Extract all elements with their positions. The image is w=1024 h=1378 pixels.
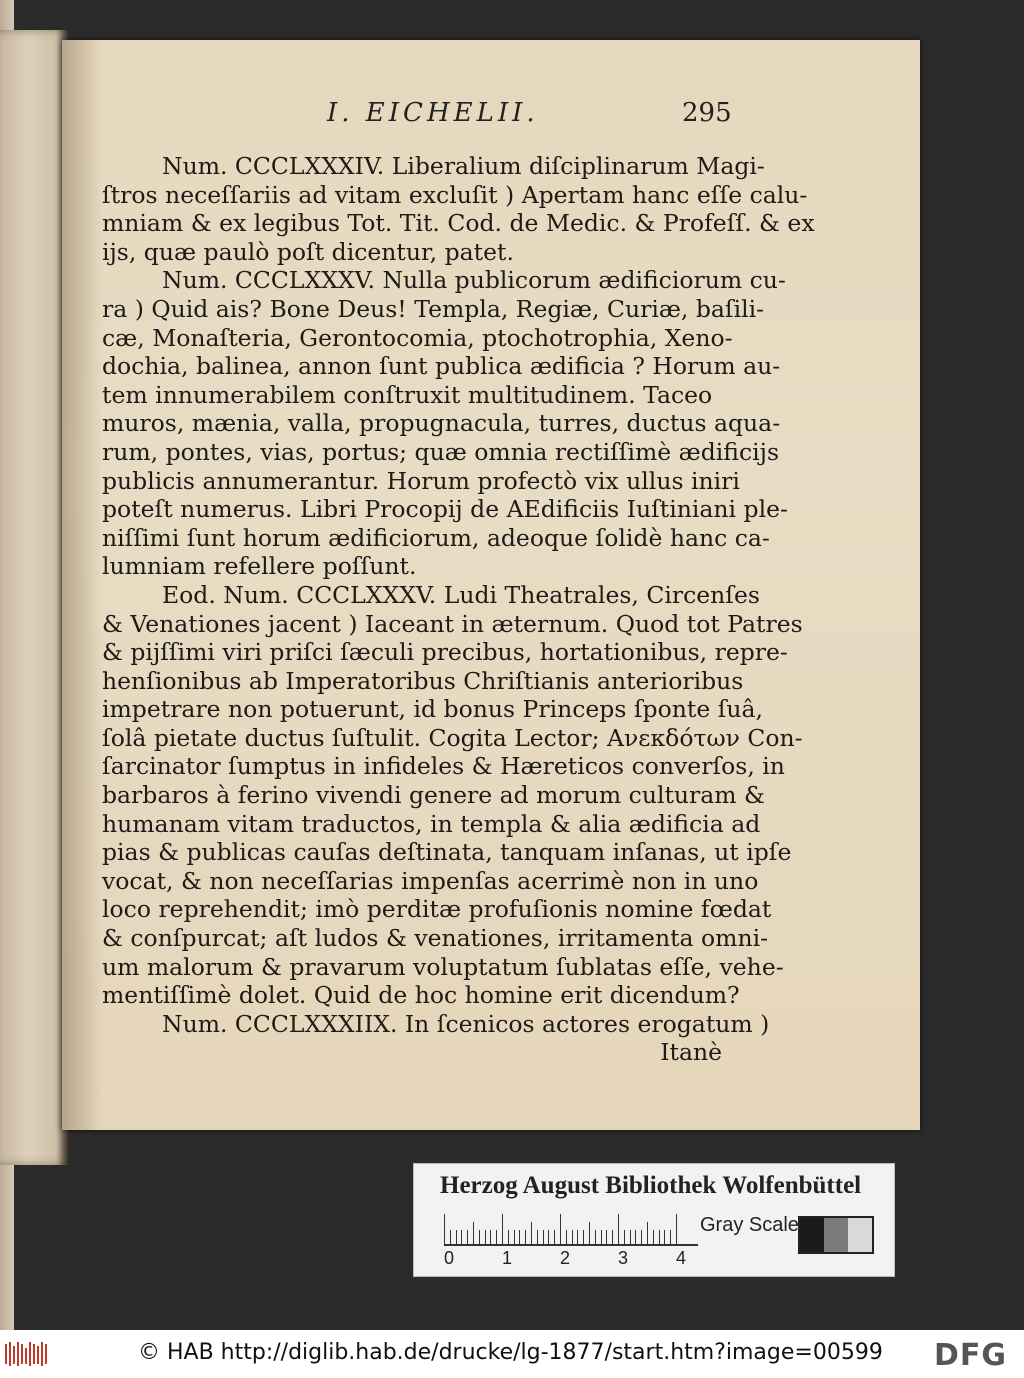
page-number: 295	[682, 98, 732, 128]
ruler-tick	[456, 1230, 457, 1244]
running-head	[62, 98, 920, 138]
ruler-tick	[514, 1230, 515, 1244]
ruler-tick	[444, 1214, 445, 1244]
ruler-tick	[479, 1230, 480, 1244]
text-line: rum, pontes, vias, portus; quæ omnia rectiſſimè ædificijs	[102, 437, 780, 466]
library-name: Herzog August Bibliothek Wolfenbüttel	[440, 1172, 862, 1199]
ruler-tick	[647, 1222, 648, 1244]
ruler-tick	[606, 1230, 607, 1244]
ruler-tick	[548, 1230, 549, 1244]
text-line: ijs, quæ paulò poſt dicentur, patet.	[102, 237, 514, 266]
text-line: impetrare non potuerunt, id bonus Princeps ſponte ſuâ,	[102, 695, 764, 724]
ruler-tick	[461, 1230, 462, 1244]
ruler-tick	[566, 1230, 567, 1244]
ruler-tick	[473, 1222, 474, 1244]
text-line: um malorum & pravarum voluptatum ſublatas eſſe, vehe-	[102, 952, 784, 981]
text-line: niſſimi ſunt horum ædificiorum, adeoque ſolidè hanc ca-	[102, 523, 770, 552]
dfg-logo: DFG	[934, 1338, 1008, 1373]
ruler	[444, 1214, 698, 1246]
ruler-tick	[630, 1230, 631, 1244]
text-line: ſarcinator ſumptus in infideles & Hæreticos converſos, in	[102, 752, 785, 781]
catchword: Itanè	[660, 1038, 722, 1067]
text-line: henſionibus ab Imperatoribus Chriſtianis anterioribus	[102, 666, 744, 695]
book-page	[62, 40, 920, 1130]
ruler-tick	[467, 1230, 468, 1244]
text-line: pias & publicas cauſas deſtinata, tanquam inſanas, ut ipſe	[102, 838, 792, 867]
text-line: barbaros à ferino vivendi genere ad morum culturam &	[102, 781, 765, 810]
body-text	[102, 152, 815, 1067]
ruler-tick	[589, 1222, 590, 1244]
ruler-tick	[560, 1214, 561, 1244]
ruler-tick	[583, 1230, 584, 1244]
ruler-tick	[525, 1230, 526, 1244]
ruler-tick	[502, 1214, 503, 1244]
ruler-tick	[664, 1230, 665, 1244]
ruler-tick	[531, 1222, 532, 1244]
ruler-number: 2	[560, 1248, 571, 1268]
ruler-tick	[450, 1230, 451, 1244]
ruler-tick	[641, 1230, 642, 1244]
text-line: tem innumerabilem conſtruxit multitudinem. Taceo	[102, 380, 713, 409]
gray-scale-swatches	[798, 1216, 874, 1254]
ruler-tick	[676, 1214, 677, 1244]
ruler-tick	[653, 1230, 654, 1244]
footer-bar	[0, 1330, 1024, 1378]
color-scale-card	[413, 1163, 895, 1277]
ruler-number: 1	[502, 1248, 513, 1268]
ruler-tick	[577, 1230, 578, 1244]
ruler-number: 4	[676, 1248, 687, 1268]
ruler-number: 0	[444, 1248, 455, 1268]
ruler-tick	[543, 1230, 544, 1244]
ruler-numbers	[444, 1248, 744, 1270]
text-line: dochia, balinea, annon ſunt publica ædificia ? Horum au-	[102, 352, 781, 381]
ruler-tick	[496, 1230, 497, 1244]
facing-page-edge	[0, 30, 70, 1165]
ruler-tick	[612, 1230, 613, 1244]
text-line: vocat, & non neceſſarias impenſas acerrimè non in uno	[102, 866, 759, 895]
text-line: mniam & ex legibus Tot. Tit. Cod. de Medic. & Profeſſ. & ex	[102, 209, 815, 238]
ruler-tick	[508, 1230, 509, 1244]
text-line: ra ) Quid ais? Bone Deus! Templa, Regiæ, Curiæ, baſili-	[102, 294, 765, 323]
ruler-tick	[485, 1230, 486, 1244]
text-line: lumniam refellere poſſunt.	[102, 552, 417, 581]
text-line: mentiſſimè dolet. Quid de hoc homine erit dicendum?	[102, 981, 740, 1010]
copyright-url: © HAB http://diglib.hab.de/drucke/lg-1877/start.htm?image=00599	[138, 1340, 883, 1365]
gray-swatch	[848, 1218, 872, 1252]
gray-scale-label: Gray Scale	[700, 1214, 799, 1236]
ruler-tick	[670, 1230, 671, 1244]
ruler-tick	[624, 1230, 625, 1244]
gray-swatch	[824, 1218, 848, 1252]
ruler-tick	[554, 1230, 555, 1244]
text-line: ſtros neceſſariis ad vitam excluſit ) Apertam hanc eſſe calu-	[102, 180, 808, 209]
text-line: cæ, Monaſteria, Gerontocomia, ptochotrophia, Xeno-	[102, 323, 733, 352]
text-line: humanam vitam traductos, in templa & alia ædificia ad	[102, 809, 761, 838]
text-line: poteſt numerus. Libri Procopij de AEdificiis Iuſtiniani ple-	[102, 495, 788, 524]
text-line: & conſpurcat; aſt ludos & venationes, irritamenta omni-	[102, 924, 769, 953]
ruler-tick	[635, 1230, 636, 1244]
text-line: & pijſſimi viri priſci ſæculi precibus, hortationibus, repre-	[102, 638, 788, 667]
text-line: Num. CCCLXXXIIX. In ſcenicos actores erogatum )	[162, 1009, 770, 1038]
text-line: loco reprehendit; imò perditæ profuſionis nomine fœdat	[102, 895, 772, 924]
ruler-number: 3	[618, 1248, 629, 1268]
running-title: I. EICHELII.	[327, 98, 539, 128]
text-line: Num. CCCLXXXIV. Liberalium diſciplinarum Magi-	[162, 152, 765, 180]
gray-swatch	[800, 1218, 824, 1252]
text-line: Num. CCCLXXXV. Nulla publicorum ædificiorum cu-	[162, 266, 786, 295]
ruler-tick	[490, 1230, 491, 1244]
ruler-tick	[537, 1230, 538, 1244]
ruler-tick	[572, 1230, 573, 1244]
hab-logo-icon	[4, 1340, 50, 1368]
ruler-tick	[618, 1214, 619, 1244]
ruler-tick	[659, 1230, 660, 1244]
ruler-tick	[601, 1230, 602, 1244]
ruler-tick	[519, 1230, 520, 1244]
text-line: muros, mænia, valla, propugnacula, turres, ductus aqua-	[102, 409, 781, 438]
text-line: & Venationes jacent ) Iaceant in æternum. Quod tot Patres	[102, 609, 803, 638]
text-line: Eod. Num. CCCLXXXV. Ludi Theatrales, Circenſes	[162, 580, 760, 609]
text-line: publicis annumerantur. Horum profectò vix ullus iniri	[102, 466, 740, 495]
ruler-tick	[595, 1230, 596, 1244]
text-line: ſolâ pietate ductus ſuſtulit. Cogita Lector; Ανεκδότων Con-	[102, 723, 803, 752]
